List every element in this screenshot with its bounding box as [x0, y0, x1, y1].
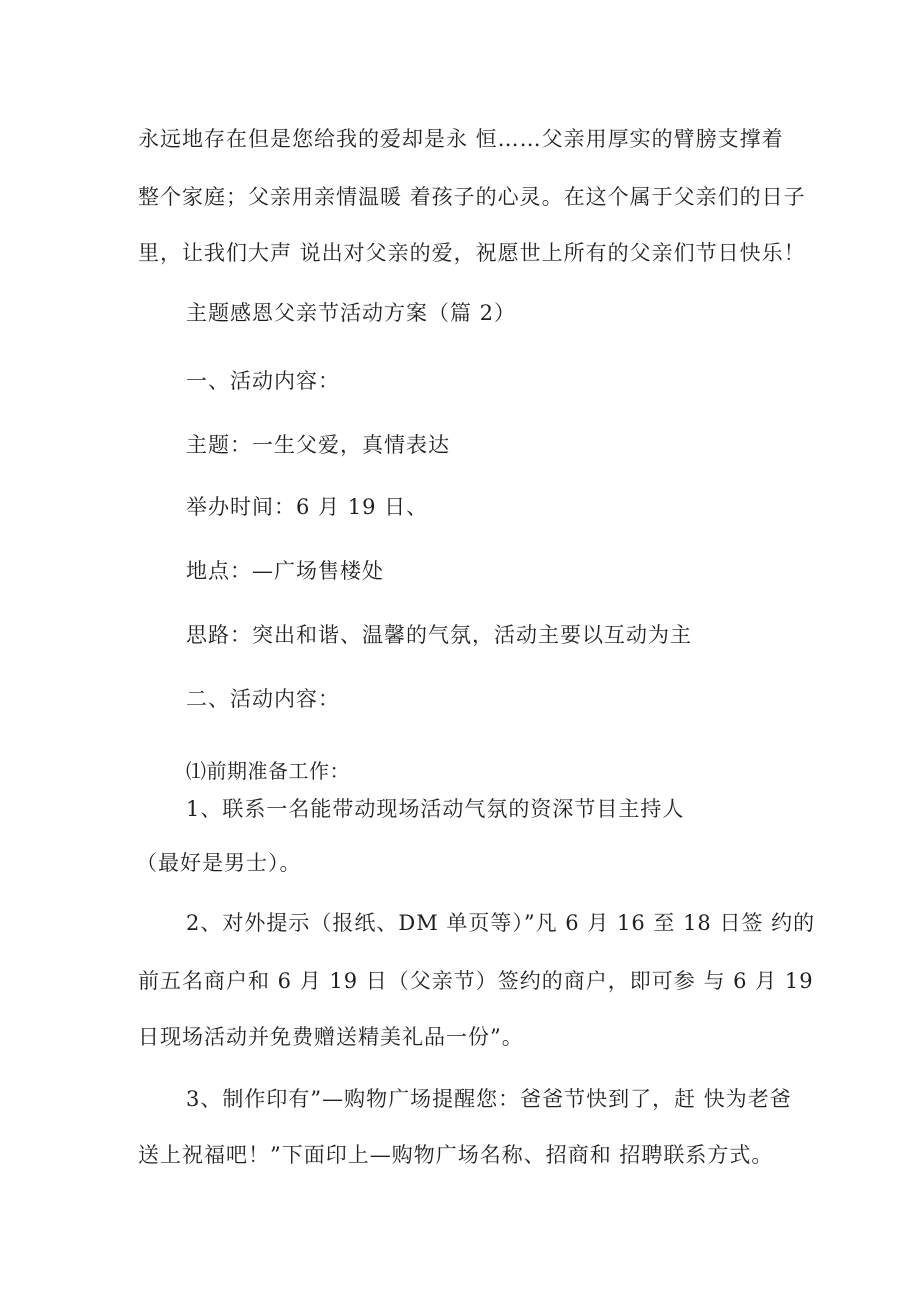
- prep-heading: ⑴前期准备工作：: [186, 759, 350, 783]
- item-3-line: 送上祝福吧！”下面印上—购物广场名称、招商和 招聘联系方式。: [138, 1143, 774, 1167]
- paragraph-line: 里，让我们大声 说出对父亲的爱，祝愿世上所有的父亲们节日快乐！: [138, 241, 806, 265]
- heading-activity-content-1: 一、活动内容：: [186, 369, 340, 393]
- heading-activity-content-2: 二、活动内容：: [186, 687, 340, 711]
- item-1-line: （最好是男士）。: [136, 851, 302, 875]
- section-title: 主题感恩父亲节活动方案（篇 2）: [186, 301, 517, 325]
- theme-line: 主题：一生父爱，真情表达: [186, 433, 450, 457]
- item-2-line: 日现场活动并免费赠送精美礼品一份”。: [138, 1025, 524, 1049]
- item-1-line: 1、联系一名能带动现场活动气氛的资深节目主持人: [186, 797, 685, 821]
- item-2-line: 2、对外提示（报纸、DM 单页等）”凡 6 月 16 至 18 日签 约的: [186, 911, 816, 935]
- paragraph-line: 永远地存在但是您给我的爱却是永 恒……父亲用厚实的臂膀支撑着: [138, 127, 784, 151]
- item-2-line: 前五名商户和 6 月 19 日（父亲节）签约的商户，即可参 与 6 月 19: [138, 969, 814, 993]
- location-line: 地点：—广场售楼处: [186, 559, 384, 583]
- idea-line: 思路：突出和谐、温馨的气氛，活动主要以互动为主: [186, 623, 692, 647]
- item-3-line: 3、制作印有”—购物广场提醒您：爸爸节快到了，赶 快为老爸: [186, 1087, 792, 1111]
- paragraph-line: 整个家庭；父亲用亲情温暖 着孩子的心灵。在这个属于父亲们的日子: [138, 185, 806, 209]
- time-line: 举办时间：6 月 19 日、: [186, 495, 429, 519]
